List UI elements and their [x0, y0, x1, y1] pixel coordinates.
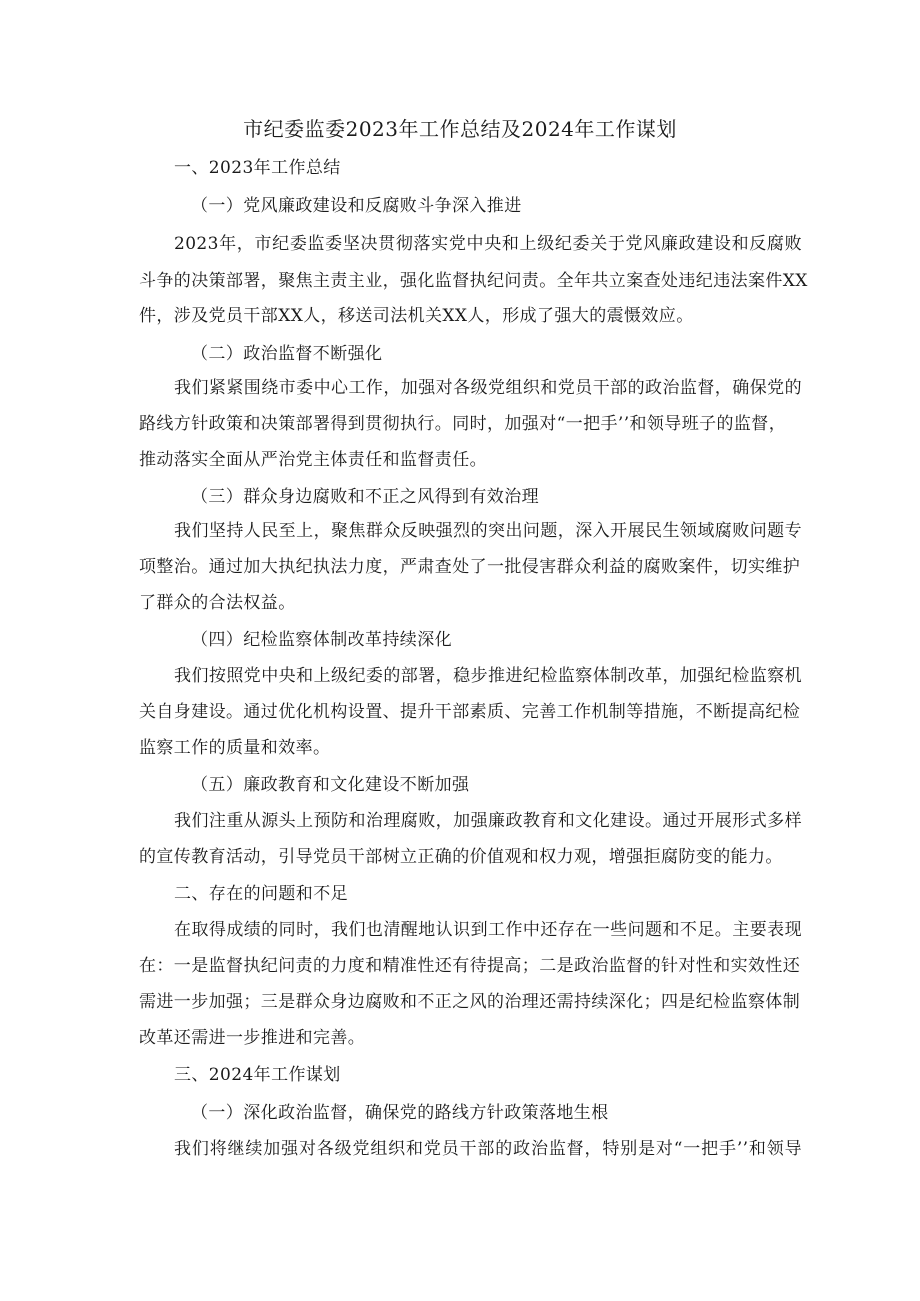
document-title: 市纪委监委2023年工作总结及2024年工作谋划 — [243, 117, 677, 141]
paragraph-line: 项整治。通过加大执纪执法力度，严肃查处了一批侵害群众利益的腐败案件，切实维护 — [139, 557, 801, 577]
paragraph-line: 路线方针政策和决策部署得到贯彻执行。同时，加强对“一把手’’和领导班子的监督， — [139, 414, 787, 434]
subsection-heading: （三）群众身边腐败和不正之风得到有效治理 — [191, 487, 539, 507]
subsection-heading: （五）廉政教育和文化建设不断加强 — [191, 775, 470, 795]
paragraph-line: 在取得成绩的同时，我们也清醒地认识到工作中还存在一些问题和不足。主要表现 — [174, 920, 802, 940]
paragraph-line: 关自身建设。通过优化机构设置、提升干部素质、完善工作机制等措施，不断提高纪检 — [139, 702, 801, 722]
paragraph-line: 2023年，市纪委监委坚决贯彻落实党中央和上级纪委关于党风廉政建设和反腐败 — [174, 234, 802, 254]
paragraph-line: 斗争的决策部署，聚焦主责主业，强化监督执纪问责。全年共立案查处违纪违法案件XX — [139, 271, 808, 291]
subsection-heading: （一）党风廉政建设和反腐败斗争深入推进 — [191, 196, 522, 216]
section-heading-1: 一、2023年工作总结 — [174, 158, 341, 178]
paragraph-line: 我们将继续加强对各级党组织和党员干部的政治监督，特别是对“一把手’’和领导 — [174, 1139, 802, 1159]
paragraph-line: 我们坚持人民至上，聚焦群众反映强烈的突出问题，深入开展民生领域腐败问题专 — [174, 521, 802, 541]
paragraph-line: 我们注重从源头上预防和治理腐败，加强廉政教育和文化建设。通过开展形式多样 — [174, 811, 802, 831]
section-heading-2: 二、存在的问题和不足 — [174, 884, 348, 904]
paragraph-line: 推动落实全面从严治党主体责任和监督责任。 — [139, 450, 487, 470]
paragraph-line: 的宣传教育活动，引导党员干部树立正确的价值观和权力观，增强拒腐防变的能力。 — [139, 847, 783, 867]
section-heading-3: 三、2024年工作谋划 — [174, 1065, 341, 1085]
subsection-heading: （二）政治监督不断强化 — [191, 344, 383, 364]
paragraph-line: 了群众的合法权益。 — [139, 593, 296, 613]
paragraph-line: 监察工作的质量和效率。 — [139, 738, 331, 758]
paragraph-line: 件，涉及党员干部XX人，移送司法机关XX人，形成了强大的震慑效应。 — [139, 306, 694, 326]
paragraph-line: 我们紧紧围绕市委中心工作，加强对各级党组织和党员干部的政治监督，确保党的 — [174, 378, 802, 398]
paragraph-line: 在：一是监督执纪问责的力度和精准性还有待提高；二是政治监督的针对性和实效性还 — [139, 956, 801, 976]
paragraph-line: 改革还需进一步推进和完善。 — [139, 1028, 366, 1048]
subsection-heading: （一）深化政治监督，确保党的路线方针政策落地生根 — [191, 1103, 609, 1123]
paragraph-line: 我们按照党中央和上级纪委的部署，稳步推进纪检监察体制改革，加强纪检监察机 — [174, 666, 802, 686]
subsection-heading: （四）纪检监察体制改革持续深化 — [191, 630, 452, 650]
paragraph-line: 需进一步加强；三是群众身边腐败和不正之风的治理还需持续深化；四是纪检监察体制 — [139, 992, 801, 1012]
